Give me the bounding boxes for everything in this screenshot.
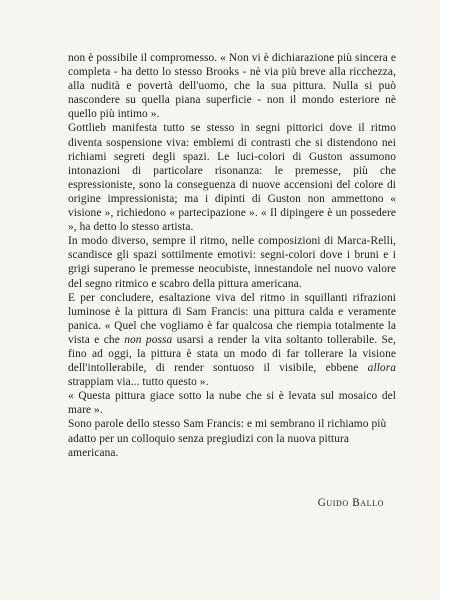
text-run: « Questa pittura giace sotto la nube che si è levata sul mosaico del mare ».	[68, 390, 396, 417]
paragraph-sam-francis	[68, 291, 396, 390]
text-run: Gottlieb manifesta tutto se stesso in segni pittorici dove il ritmo diventa sospensione viva: emblemi di contrasti che si distendono nei richiami segreti degli spazi. Le luci-colori di Guston assumono intonazioni di particolare risonanza: le premesse, più che espressioniste, sono la conseguenza di nuove accensioni del colore di origine impressionista; ma i dipinti di Guston non ammettono « visione », richiedono « partecipazione ». « Il dipingere è un possedere », ha detto lo stesso artista.	[68, 122, 396, 234]
paragraph-marca-relli	[68, 234, 396, 290]
text-run: E per concludere, esaltazione viva del ritmo in squillanti rifrazioni luminose è la pittura di Sam Francis: una pittura calda e veramente panica. « Quel che vogliamo è far qualcosa che riempia totalmente la vista e che	[68, 291, 396, 346]
paragraph-gottlieb-guston	[68, 121, 396, 234]
scan-edge	[440, 0, 450, 600]
text-run: Sono parole dello stesso Sam Francis: e mi sembrano il richiamo più adatto per un colloquio senza pregiudizi con la nuova pittura americana.	[68, 418, 387, 459]
text-run: In modo diverso, sempre il ritmo, nelle composizioni di Marca-Relli, scandisce gli spazi sottilmente emotivi: segni-colori dove i bruni e i grigi superano le premesse neocubiste, innestandole nel nuovo valore del segno ritmico e scabro della pittura americana.	[68, 235, 396, 290]
italic-text-run: non possa	[124, 333, 173, 346]
paragraph-closing	[68, 417, 396, 459]
article-body	[68, 51, 396, 460]
text-run: strappiam via... tutto questo ».	[68, 376, 209, 389]
text-run: usarsi a render la vita soltanto tollerabile. Se, fino ad oggi, la pittura è stata un modo di far tollerare la visione dell'intollerabile, di render sontuoso il visibile, ebbene	[68, 333, 396, 375]
author-signature: Guido Ballo	[317, 497, 384, 509]
paragraph-brooks-quote	[68, 51, 396, 121]
paragraph-mosaic-quote	[68, 389, 396, 417]
italic-text-run: allora	[367, 362, 396, 375]
text-run: non è possibile il compromesso. « Non vi è dichiarazione più sincera e completa - ha detto lo stesso Brooks - nè via più breve alla ricchezza, alla nudità e povertà dell'uomo, che la sua pittura. Nulla si può nascondere su quella piana superficie - non il mondo esteriore nè quello più intimo ».	[68, 52, 396, 121]
